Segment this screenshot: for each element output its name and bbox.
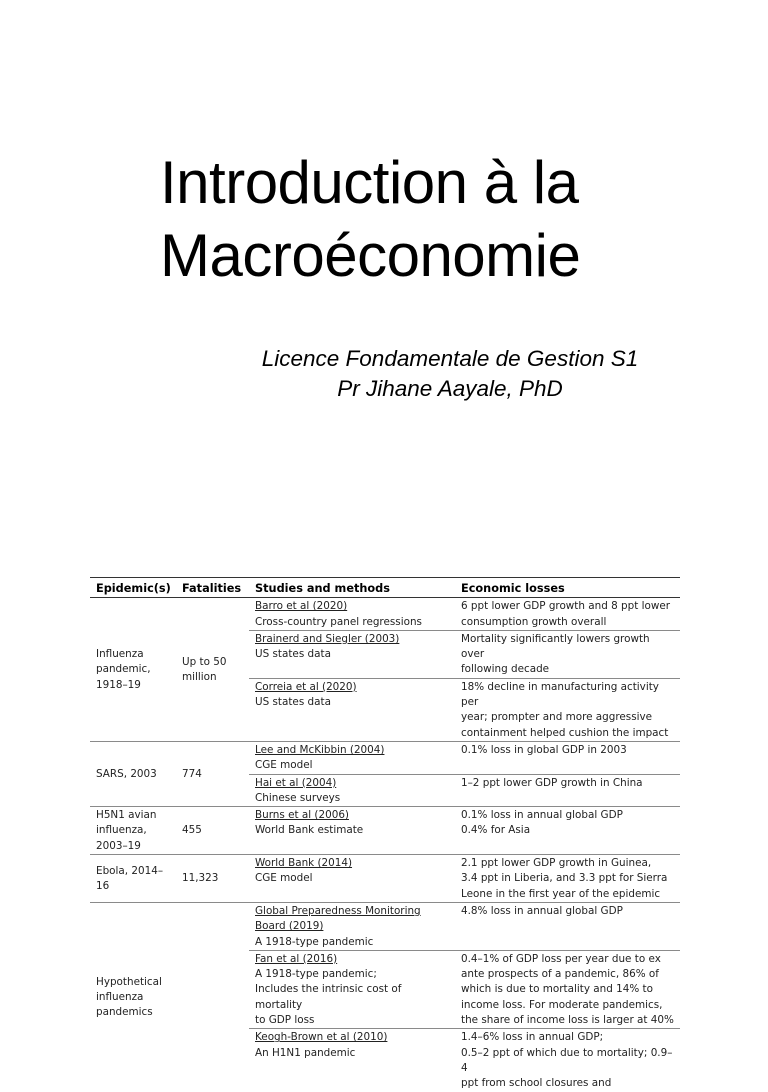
epidemic-name: pandemic, [96, 663, 151, 676]
epidemic-cell [90, 598, 176, 742]
economic-loss-text: income loss. For moderate pandemics, [461, 998, 663, 1011]
economic-loss-cell [455, 902, 680, 950]
study-reference: Fan et al (2016) [255, 952, 338, 965]
study-reference: Board (2019) [255, 920, 324, 933]
economic-loss-text: 0.4% for Asia [461, 824, 531, 837]
study-cell [249, 630, 455, 678]
economic-loss-text: Leone in the first year of the epidemic [461, 887, 661, 900]
fatalities-cell [176, 855, 249, 903]
economic-loss-cell [455, 1029, 680, 1092]
economic-loss-text: 2.1 ppt lower GDP growth in Guinea, [461, 857, 652, 870]
study-method: US states data [255, 696, 331, 709]
economic-loss-cell [455, 678, 680, 741]
epidemics-table [90, 577, 680, 1092]
study-reference: Correia et al (2020) [255, 680, 357, 693]
table-row [90, 807, 680, 855]
table-header-row [90, 578, 680, 598]
economic-loss-text: ppt from school closures and [461, 1077, 612, 1090]
study-method: to GDP loss [255, 1014, 315, 1027]
economic-loss-cell [455, 741, 680, 774]
fatalities-value: million [182, 671, 217, 684]
study-method: A 1918-type pandemic; [255, 968, 377, 981]
study-method: Chinese surveys [255, 791, 341, 804]
economic-loss-text: 1–2 ppt lower GDP growth in China [461, 776, 643, 789]
study-reference: Keogh-Brown et al (2010) [255, 1031, 388, 1044]
study-reference: Hai et al (2004) [255, 776, 337, 789]
header-studies: Studies and methods [249, 578, 455, 598]
economic-loss-cell [455, 630, 680, 678]
epidemic-cell [90, 902, 176, 1091]
fatalities-cell [176, 598, 249, 742]
economic-loss-text: ante prospects of a pandemic, 86% of [461, 968, 659, 981]
economic-loss-text: 1.4–6% loss in annual GDP; [461, 1031, 604, 1044]
title-line-1: Introduction à la [160, 149, 579, 216]
study-cell [249, 774, 455, 807]
study-method: A 1918-type pandemic [255, 935, 374, 948]
study-method: CGE model [255, 759, 313, 772]
economic-loss-cell [455, 774, 680, 807]
economic-loss-text: 0.1% loss in annual global GDP [461, 809, 623, 822]
study-method: An H1N1 pandemic [255, 1046, 356, 1059]
economic-loss-text: 6 ppt lower GDP growth and 8 ppt lower [461, 600, 671, 613]
fatalities-cell [176, 902, 249, 1091]
epidemic-name: influenza [96, 991, 144, 1004]
study-cell [249, 950, 455, 1028]
economic-loss-cell [455, 807, 680, 855]
fatalities-value: Up to 50 [182, 655, 227, 668]
epidemic-name: pandemics [96, 1006, 153, 1019]
table-row [90, 855, 680, 903]
economic-loss-text: containment helped cushion the impact [461, 726, 669, 739]
study-method: CGE model [255, 872, 313, 885]
study-cell [249, 678, 455, 741]
study-cell [249, 807, 455, 855]
fatalities-value: 455 [182, 824, 202, 837]
economic-loss-cell [455, 598, 680, 631]
economic-loss-text: Mortality significantly lowers growth over [461, 632, 650, 661]
economic-loss-text: following decade [461, 663, 550, 676]
economic-loss-text: consumption growth overall [461, 615, 607, 628]
study-reference: Barro et al (2020) [255, 600, 348, 613]
page-title [160, 146, 720, 292]
economic-loss-cell [455, 855, 680, 903]
economic-loss-text: 0.5–2 ppt of which due to mortality; 0.9–4 [461, 1046, 673, 1074]
economic-loss-text: which is due to mortality and 14% to [461, 983, 653, 996]
subtitle-line-2: Pr Jihane Aayale, PhD [337, 376, 563, 401]
epidemic-name: influenza, [96, 824, 147, 837]
study-reference: Burns et al (2006) [255, 809, 349, 822]
study-reference: Brainerd and Siegler (2003) [255, 632, 400, 645]
study-method: Cross-country panel regressions [255, 615, 422, 628]
epidemic-name: Hypothetical [96, 975, 162, 988]
epidemic-name: H5N1 avian [96, 809, 157, 822]
epidemic-cell [90, 741, 176, 806]
subtitle [200, 344, 700, 404]
epidemic-name: 16 [96, 879, 110, 892]
study-method: World Bank estimate [255, 824, 364, 837]
table-row [90, 902, 680, 950]
table-row [90, 741, 680, 774]
fatalities-value: 11,323 [182, 872, 219, 885]
epidemic-name: 1918–19 [96, 678, 141, 691]
epidemic-name: SARS, 2003 [96, 767, 157, 780]
economic-loss-text: the share of income loss is larger at 40% [461, 1014, 674, 1027]
table-row [90, 598, 680, 631]
study-method: Includes the intrinsic cost of mortality [255, 983, 402, 1011]
epidemic-cell [90, 807, 176, 855]
epidemic-cell [90, 855, 176, 903]
subtitle-line-1: Licence Fondamentale de Gestion S1 [261, 346, 639, 371]
title-line-2: Macroéconomie [160, 222, 581, 289]
epidemic-name: Influenza [96, 648, 144, 661]
economic-loss-text: 18% decline in manufacturing activity per [461, 680, 659, 709]
epidemic-name: 2003–19 [96, 839, 141, 852]
study-cell [249, 902, 455, 950]
economic-loss-text: year; prompter and more aggressive [461, 711, 653, 724]
economic-loss-text: 4.8% loss in annual global GDP [461, 904, 623, 917]
header-epidemics: Epidemic(s) [90, 578, 176, 598]
header-losses: Economic losses [455, 578, 680, 598]
study-cell [249, 855, 455, 903]
fatalities-cell [176, 741, 249, 806]
study-reference: World Bank (2014) [255, 857, 353, 870]
study-cell [249, 598, 455, 631]
study-cell [249, 741, 455, 774]
economic-loss-cell [455, 950, 680, 1028]
economic-loss-text: 0.1% loss in global GDP in 2003 [461, 743, 627, 756]
study-reference: Lee and McKibbin (2004) [255, 743, 385, 756]
fatalities-value: 774 [182, 767, 202, 780]
study-reference: Global Preparedness Monitoring [255, 904, 421, 917]
study-cell [249, 1029, 455, 1092]
economic-loss-text: 0.4–1% of GDP loss per year due to ex [461, 952, 661, 965]
study-method: US states data [255, 648, 331, 661]
fatalities-cell [176, 807, 249, 855]
epidemic-name: Ebola, 2014– [96, 864, 164, 877]
header-fatalities: Fatalities [176, 578, 249, 598]
economic-loss-text: 3.4 ppt in Liberia, and 3.3 ppt for Sierra [461, 872, 668, 885]
